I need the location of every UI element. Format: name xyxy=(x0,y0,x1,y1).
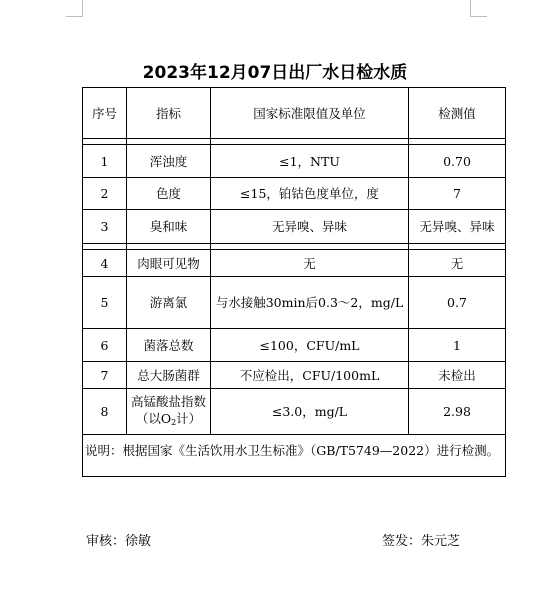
row-no: 7 xyxy=(83,362,127,389)
table-note: 说明：根据国家《生活饮用水卫生标准》（GB/T5749—2022）进行检测。 xyxy=(83,435,506,477)
row-no: 8 xyxy=(83,389,127,435)
indicator-main: 高锰酸盐指数 xyxy=(130,393,206,409)
row-indicator: 色度 xyxy=(127,178,211,210)
row-no: 1 xyxy=(83,145,127,178)
crop-mark-left-horizontal xyxy=(66,16,83,17)
row-indicator: 游离氯 xyxy=(127,277,211,329)
row-no: 4 xyxy=(83,250,127,277)
table-row xyxy=(83,362,506,389)
header-no: 序号 xyxy=(83,88,127,139)
crop-mark-right-vertical xyxy=(470,0,471,16)
row-limit: 无 xyxy=(211,250,409,277)
indicator-note-subscript: 2 xyxy=(171,417,177,427)
row-no: 6 xyxy=(83,329,127,362)
table-row xyxy=(83,389,506,435)
row-indicator: 浑浊度 xyxy=(127,145,211,178)
row-no: 5 xyxy=(83,277,127,329)
header-indicator: 指标 xyxy=(127,88,211,139)
row-no: 3 xyxy=(83,210,127,244)
row-limit: ≤1，NTU xyxy=(211,145,409,178)
row-indicator xyxy=(127,389,211,435)
row-no: 2 xyxy=(83,178,127,210)
row-limit: 无异嗅、异味 xyxy=(211,210,409,244)
water-quality-table xyxy=(82,87,506,477)
table-row xyxy=(83,178,506,210)
indicator-note-c: 计） xyxy=(176,410,202,426)
table-row xyxy=(83,250,506,277)
table-row xyxy=(83,277,506,329)
row-value: 无 xyxy=(409,250,506,277)
row-indicator: 菌落总数 xyxy=(127,329,211,362)
document-title: 2023年12月07日出厂水日检水质 xyxy=(142,63,408,83)
row-limit: ≤3.0，mg/L xyxy=(211,389,409,435)
row-limit: ≤100，CFU/mL xyxy=(211,329,409,362)
row-indicator: 肉眼可见物 xyxy=(127,250,211,277)
indicator-note xyxy=(136,411,201,426)
table-row xyxy=(83,145,506,178)
row-value: 无异嗅、异味 xyxy=(409,210,506,244)
row-limit: 与水接触30min后0.3～2，mg/L xyxy=(211,277,409,329)
row-value: 0.7 xyxy=(409,277,506,329)
crop-mark-left-vertical xyxy=(82,0,83,16)
row-value: 未检出 xyxy=(409,362,506,389)
row-indicator: 臭和味 xyxy=(127,210,211,244)
row-value: 7 xyxy=(409,178,506,210)
table-note-row xyxy=(83,435,506,477)
header-limit: 国家标准限值及单位 xyxy=(211,88,409,139)
row-limit: ≤15，铂钴色度单位，度 xyxy=(211,178,409,210)
header-value: 检测值 xyxy=(409,88,506,139)
row-value: 1 xyxy=(409,329,506,362)
reviewer-signature: 审核：徐敏 xyxy=(86,534,152,549)
table-header-row xyxy=(83,88,506,139)
approver-signature: 签发：朱元芝 xyxy=(382,534,461,549)
row-limit: 不应检出，CFU/100mL xyxy=(211,362,409,389)
table-row xyxy=(83,210,506,244)
indicator-note-a: （以O xyxy=(135,410,172,426)
row-value: 0.70 xyxy=(409,145,506,178)
row-indicator: 总大肠菌群 xyxy=(127,362,211,389)
crop-mark-right-horizontal xyxy=(470,16,487,17)
row-value: 2.98 xyxy=(409,389,506,435)
table-row xyxy=(83,329,506,362)
